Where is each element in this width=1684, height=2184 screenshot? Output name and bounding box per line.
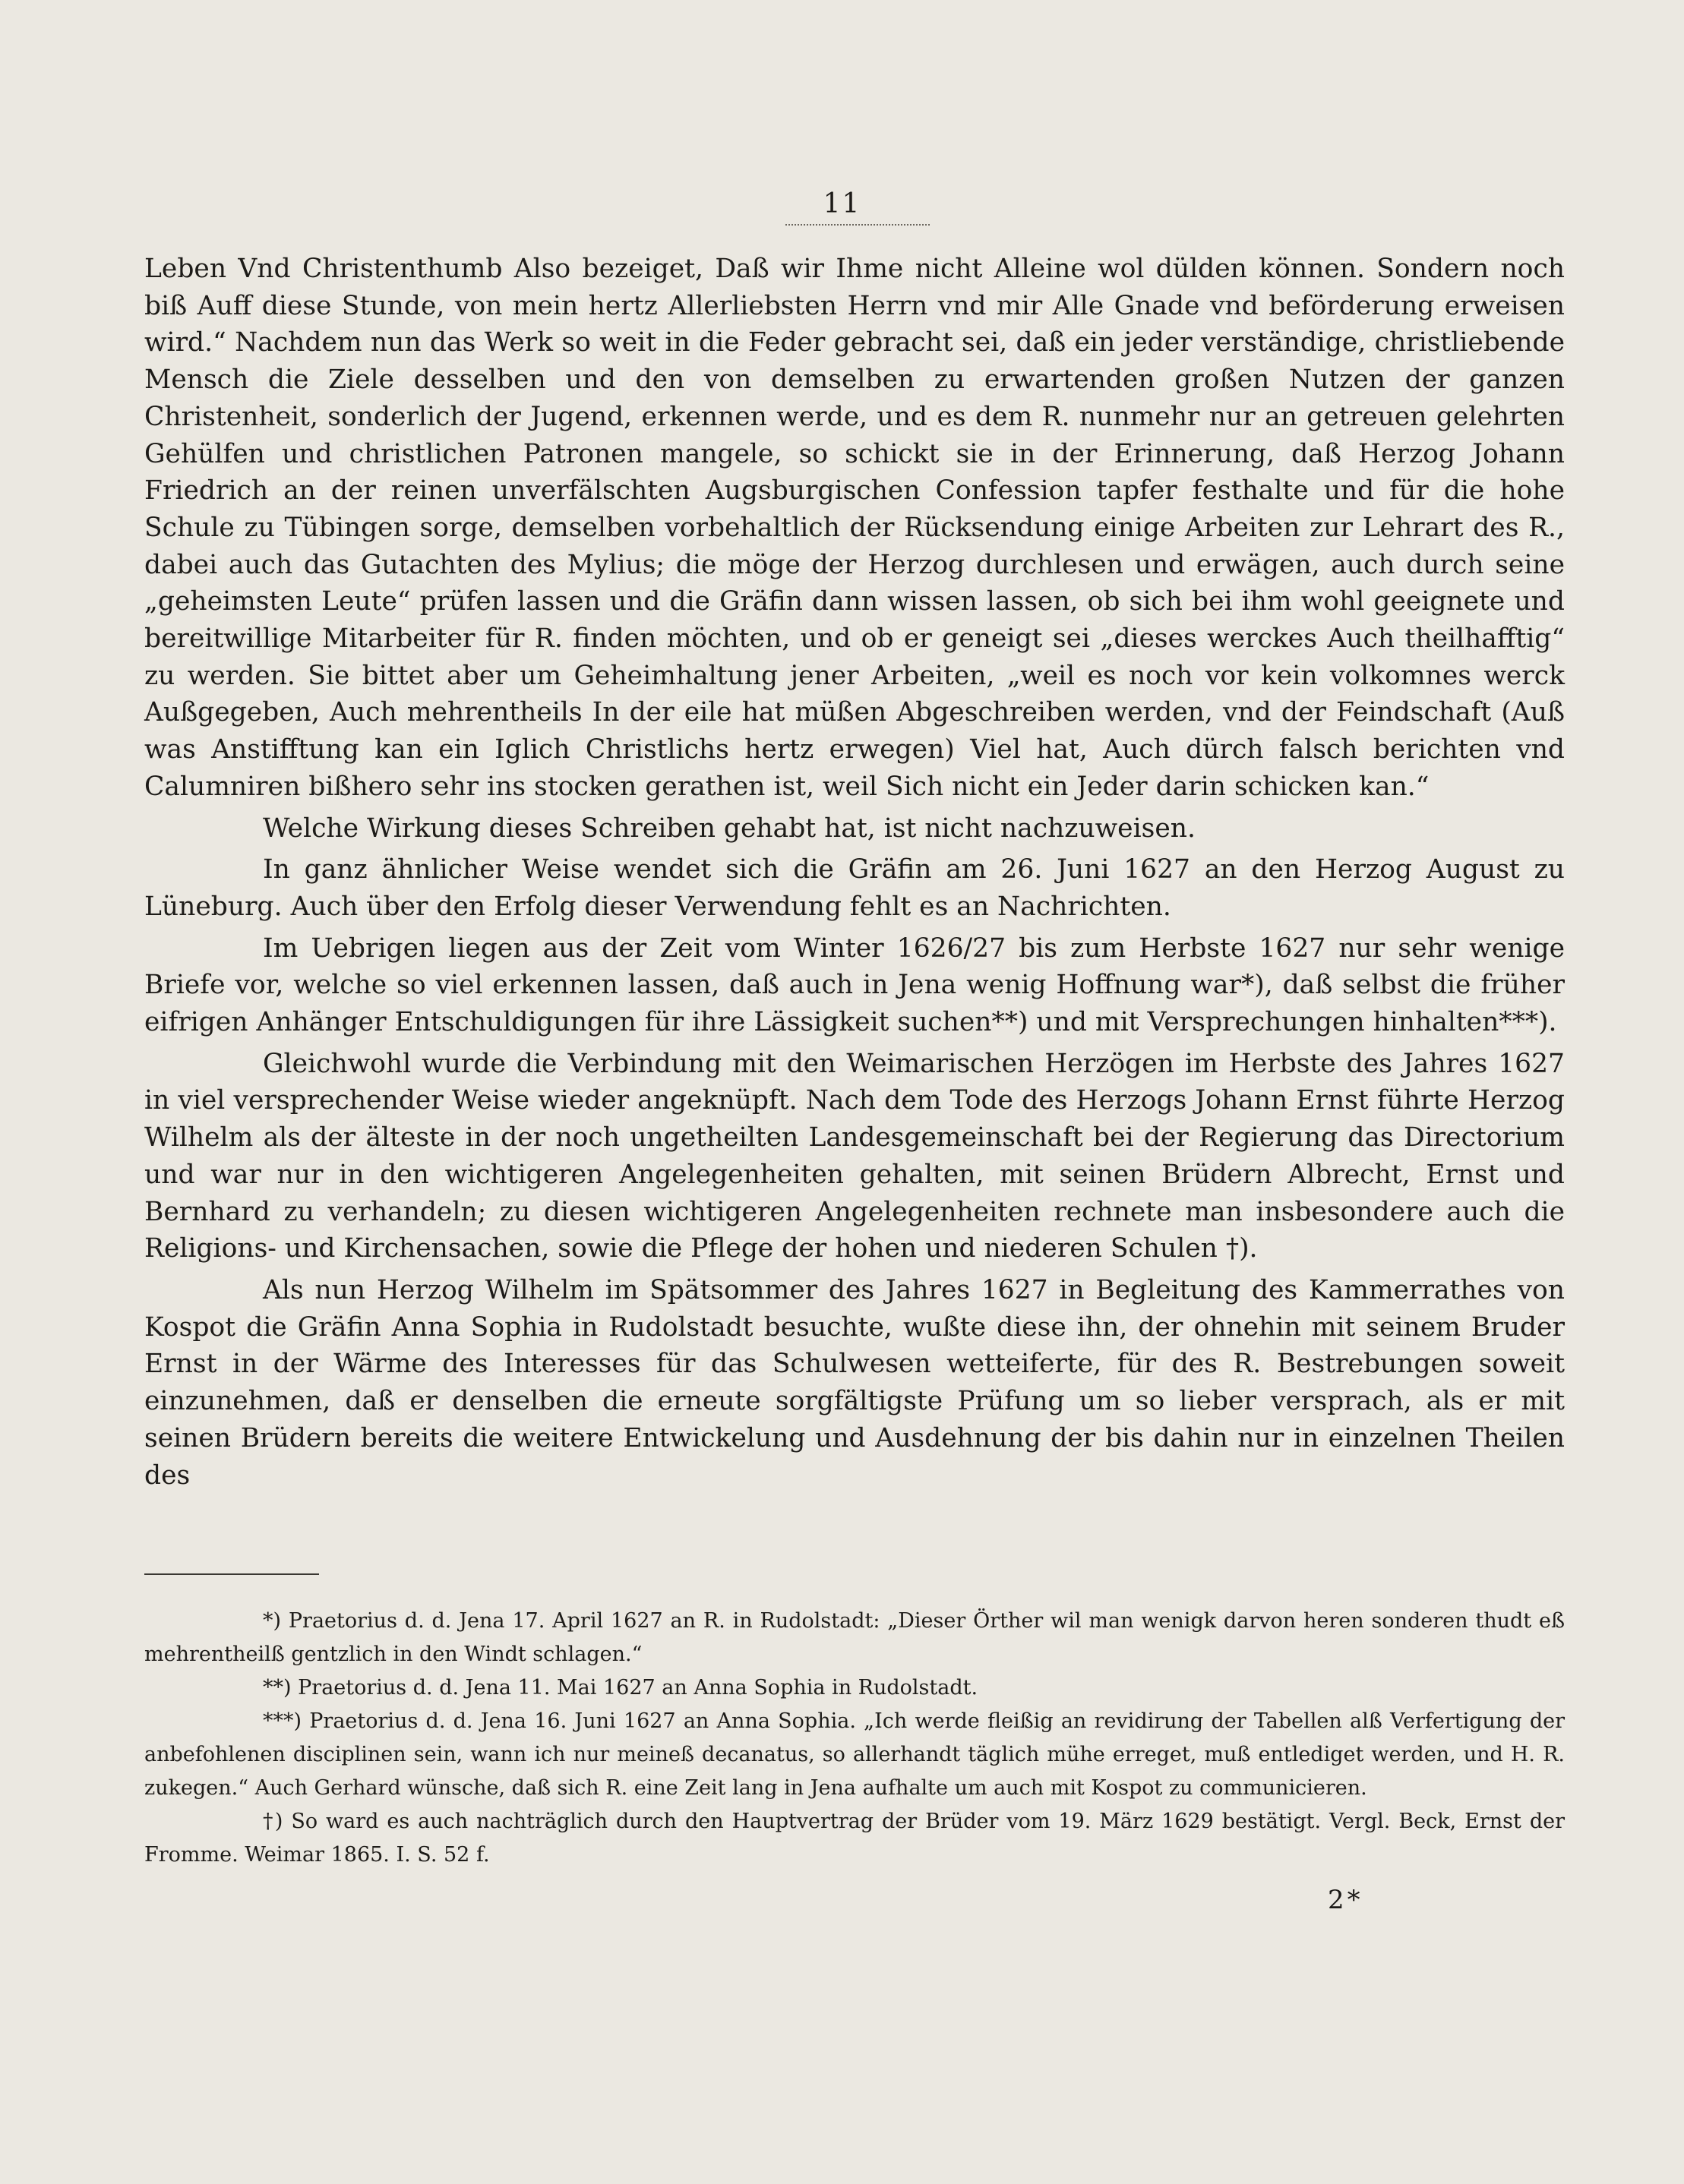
signature-mark: 2*: [1328, 1885, 1363, 1915]
body-text: [144, 251, 1565, 1494]
paragraph: Gleichwohl wurde die Verbindung mit den Weimarischen Herzögen im Herbste des Jahres 1627 in viel versprechender Weise wieder angeknüpft. Nach dem Tode des Herzogs Johann Ernst führte Herzog Wilhelm als der älteste in der noch ungetheilten Landesgemeinschaft bei der Regierung das Directorium und war nur in den wichtigeren Angelegenheiten gehalten, mit seinen Brüdern Albrecht, Ernst und Bernhard zu verhandeln; zu diesen wichtigeren Angelegenheiten rechnete man insbesondere auch die Religions- und Kirchensachen, sowie die Pflege der hohen und niederen Schulen †).: [144, 1048, 1565, 1264]
header-ornament-rule: [785, 224, 930, 226]
paragraph: Welche Wirkung dieses Schreiben gehabt hat, ist nicht nachzuweisen.: [263, 813, 1196, 844]
footnote: **) Praetorius d. d. Jena 11. Mai 1627 an Anna Sophia in Rudolstadt.: [263, 1676, 978, 1700]
paragraph: Leben Vnd Christenthumb Also bezeiget, Daß wir Ihme nicht Alleine wol dülden können. Sondern noch biß Auff diese Stunde, von mein hertz Allerliebsten Herrn vnd mir Alle Gnade vnd beförderung erweisen wird.“ Nachdem nun das Werk so weit in die Feder gebracht sei, daß ein jeder verständige, christliebende Mensch die Ziele desselben und den von demselben zu erwartenden großen Nutzen der ganzen Christenheit, sonderlich der Jugend, erkennen werde, und es dem R. nunmehr nur an getreuen gelehrten Gehülfen und christlichen Patronen mangele, so schickt sie in der Erinnerung, daß Herzog Johann Friedrich an der reinen unverfälschten Augsburgischen Confession tapfer festhalte und für die hohe Schule zu Tübingen sorge, demselben vorbehaltlich der Rücksendung einige Arbeiten zur Lehrart des R., dabei auch das Gutachten des Mylius; die möge der Herzog durchlesen und erwägen, auch durch seine „geheimsten Leute“ prüfen lassen und die Gräfin dann wissen lassen, ob sich bei ihm wohl geeignete und bereitwillige Mitarbeiter für R. finden möchten, und ob er geneigt sei „dieses werckes Auch theilhafftig“ zu werden. Sie bittet aber um Geheimhaltung jener Arbeiten, „weil es noch vor kein volkomnes werck Außgegeben, Auch mehrentheils In der eile hat müßen Abgeschreiben werden, vnd der Feindschaft (Auß was Anstifftung kan ein Iglich Christlichs hertz erwegen) Viel hat, Auch dürch falsch berichten vnd Calumniren bißhero sehr ins stocken gerathen ist, weil Sich nicht ein Jeder darin schicken kan.“: [144, 254, 1565, 802]
page-number: 11: [823, 188, 861, 219]
paragraph: In ganz ähnlicher Weise wendet sich die Gräfin am 26. Juni 1627 an den Herzog August zu Lüneburg. Auch über den Erfolg dieser Verwendung fehlt es an Nachrichten.: [144, 854, 1565, 922]
footnote: *) Praetorius d. d. Jena 17. April 1627 an R. in Rudolstadt: „Dieser Örther wil man wenigk darvon heren sonderen thudt eß mehrentheilß gentzlich in den Windt schlagen.“: [144, 1609, 1565, 1666]
footnotes: [144, 1605, 1565, 1872]
footnote-divider: [144, 1573, 319, 1575]
footnote: †) So ward es auch nachträglich durch den Hauptvertrag der Brüder vom 19. März 1629 bestätigt. Vergl. Beck, Ernst der Fromme. Weimar 1865. I. S. 52 f.: [144, 1810, 1565, 1867]
paragraph: Als nun Herzog Wilhelm im Spätsommer des Jahres 1627 in Begleitung des Kammerrathes von Kospot die Gräfin Anna Sophia in Rudolstadt besuchte, wußte diese ihn, der ohnehin mit seinem Bruder Ernst in der Wärme des Interesses für das Schulwesen wetteiferte, für des R. Bestrebungen soweit einzunehmen, daß er denselben die erneute sorgfältigste Prüfung um so lieber versprach, als er mit seinen Brüdern bereits die weitere Entwickelung und Ausdehnung der bis dahin nur in einzelnen Theilen des: [144, 1274, 1565, 1491]
footnote: ***) Praetorius d. d. Jena 16. Juni 1627 an Anna Sophia. „Ich werde fleißig an revidirung der Tabellen alß Verfertigung der anbefohlenen disciplinen sein, wann ich nur meineß decanatus, so allerhandt täglich mühe erreget, muß entlediget werden, und H. R. zukegen.“ Auch Gerhard wünsche, daß sich R. eine Zeit lang in Jena aufhalte um auch mit Kospot zu communicieren.: [144, 1709, 1565, 1800]
paragraph: Im Uebrigen liegen aus der Zeit vom Winter 1626/27 bis zum Herbste 1627 nur sehr wenige Briefe vor, welche so viel erkennen lassen, daß auch in Jena wenig Hoffnung war*), daß selbst die früher eifrigen Anhänger Entschuldigungen für ihre Lässigkeit suchen**) und mit Versprechungen hinhalten***).: [144, 933, 1565, 1038]
